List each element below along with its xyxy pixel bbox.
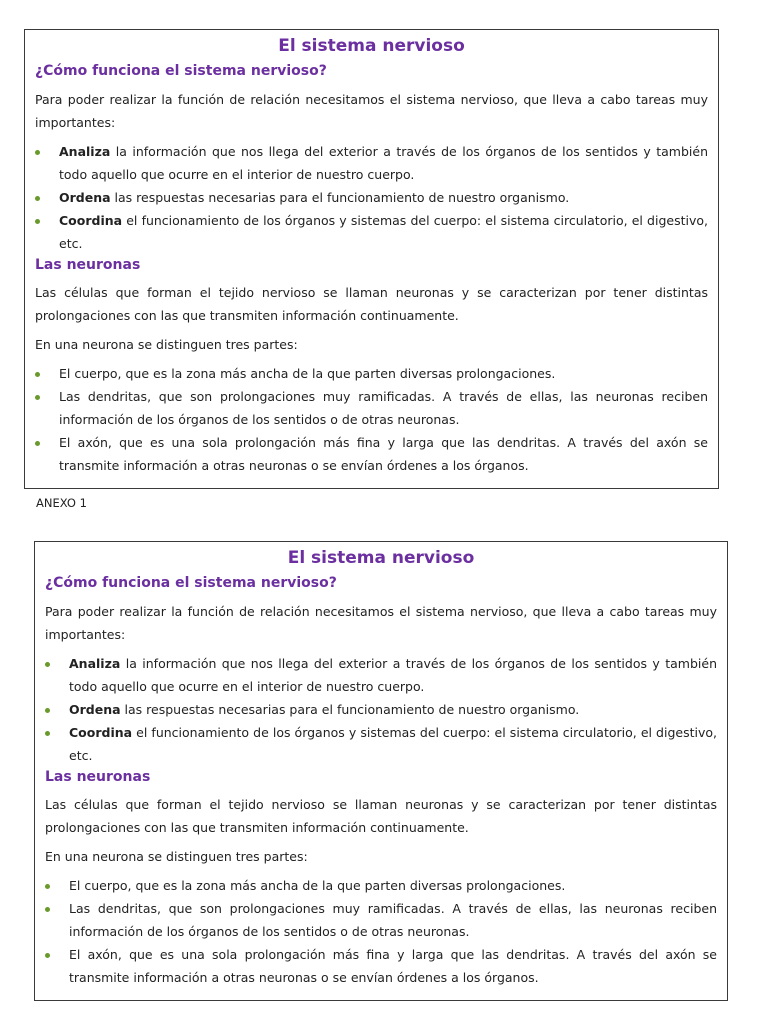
section-heading-how: ¿Cómo funciona el sistema nervioso? xyxy=(45,575,337,591)
parts-list xyxy=(35,362,708,477)
section-heading-how: ¿Cómo funciona el sistema nervioso? xyxy=(35,63,327,79)
part-text: El axón, que es una sola prolongación más fina y larga que las dendritas. A través del axón se transmite información a otras neuronas o se envían órdenes a los órganos. xyxy=(69,947,717,985)
bullet-icon xyxy=(45,662,50,667)
part-text: El axón, que es una sola prolongación más fina y larga que las dendritas. A través del axón se transmite información a otras neuronas o se envían órdenes a los órganos. xyxy=(59,435,708,473)
task-text: las respuestas necesarias para el funcionamiento de nuestro organismo. xyxy=(110,190,570,205)
task-text: el funcionamiento de los órganos y sistemas del cuerpo: el sistema circulatorio, el digestivo, etc. xyxy=(69,725,717,763)
parts-intro: En una neurona se distinguen tres partes: xyxy=(35,337,298,352)
neurons-paragraph: Las células que forman el tejido nervioso se llaman neuronas y se caracterizan por tener distintas prolongaciones con las que transmiten información continuamente. xyxy=(35,285,708,323)
bullet-icon xyxy=(35,219,40,224)
part-text: Las dendritas, que son prolongaciones muy ramificadas. A través de ellas, las neuronas reciben información de los órganos de los sentidos o de otras neuronas. xyxy=(59,389,708,427)
tasks-list xyxy=(45,652,717,767)
part-text: El cuerpo, que es la zona más ancha de la que parten diversas prolongaciones. xyxy=(69,878,566,893)
list-item xyxy=(45,874,717,897)
section-heading-neurons: Las neuronas xyxy=(45,769,151,785)
task-verb: Coordina xyxy=(69,725,133,740)
list-item xyxy=(45,698,717,721)
parts-list xyxy=(45,874,717,989)
list-item xyxy=(45,721,717,767)
bullet-icon xyxy=(35,441,40,446)
box-title: El sistema nervioso xyxy=(287,548,475,568)
task-text: la información que nos llega del exterior a través de los órganos de los sentidos y también todo aquello que ocurre en el interior de nuestro cuerpo. xyxy=(69,656,717,694)
bullet-icon xyxy=(35,196,40,201)
bullet-icon xyxy=(45,953,50,958)
task-text: las respuestas necesarias para el funcionamiento de nuestro organismo. xyxy=(120,702,580,717)
list-item xyxy=(35,186,708,209)
intro-paragraph: Para poder realizar la función de relación necesitamos el sistema nervioso, que lleva a cabo tareas muy importantes: xyxy=(45,604,717,642)
list-item xyxy=(35,362,708,385)
parts-intro: En una neurona se distinguen tres partes: xyxy=(45,849,308,864)
list-item xyxy=(45,652,717,698)
task-verb: Ordena xyxy=(69,702,121,717)
list-item xyxy=(35,431,708,477)
box-title: El sistema nervioso xyxy=(278,36,465,56)
neurons-paragraph: Las células que forman el tejido nervioso se llaman neuronas y se caracterizan por tener distintas prolongaciones con las que transmiten información continuamente. xyxy=(45,797,717,835)
task-text: el funcionamiento de los órganos y sistemas del cuerpo: el sistema circulatorio, el digestivo, etc. xyxy=(59,213,708,251)
task-verb: Coordina xyxy=(59,213,123,228)
bullet-icon xyxy=(35,372,40,377)
bullet-icon xyxy=(45,731,50,736)
bullet-icon xyxy=(35,395,40,400)
intro-paragraph: Para poder realizar la función de relación necesitamos el sistema nervioso, que lleva a cabo tareas muy importantes: xyxy=(35,92,708,130)
annex-label: ANEXO 1 xyxy=(36,496,87,510)
bullet-icon xyxy=(45,884,50,889)
content-box-bottom xyxy=(34,541,728,1001)
task-verb: Analiza xyxy=(59,144,111,159)
content-box-top xyxy=(24,29,719,489)
list-item xyxy=(35,140,708,186)
task-verb: Ordena xyxy=(59,190,111,205)
bullet-icon xyxy=(45,708,50,713)
part-text: El cuerpo, que es la zona más ancha de la que parten diversas prolongaciones. xyxy=(59,366,556,381)
list-item xyxy=(35,385,708,431)
bullet-icon xyxy=(45,907,50,912)
part-text: Las dendritas, que son prolongaciones muy ramificadas. A través de ellas, las neuronas reciben información de los órganos de los sentidos o de otras neuronas. xyxy=(69,901,717,939)
list-item xyxy=(45,897,717,943)
bullet-icon xyxy=(35,150,40,155)
section-heading-neurons: Las neuronas xyxy=(35,257,141,273)
list-item xyxy=(45,943,717,989)
task-verb: Analiza xyxy=(69,656,121,671)
list-item xyxy=(35,209,708,255)
tasks-list xyxy=(35,140,708,255)
task-text: la información que nos llega del exterior a través de los órganos de los sentidos y también todo aquello que ocurre en el interior de nuestro cuerpo. xyxy=(59,144,708,182)
